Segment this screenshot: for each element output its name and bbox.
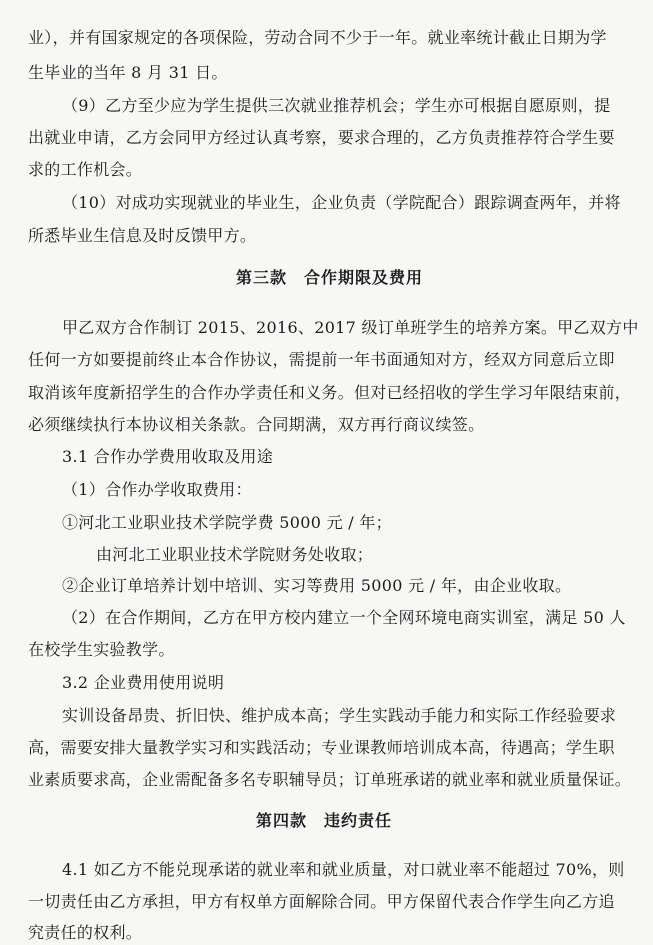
list-item-1: （1）合作办学收取费用：: [62, 480, 252, 499]
list-item-2: （2）在合作期间，乙方在甲方校内建立一个全网环境电商实训室，满足 50 人: [62, 608, 626, 627]
list-item-a: ①河北工业职业技术学院学费 5000 元 / 年；: [62, 513, 392, 532]
paragraph-line: 业），并有国家规定的各项保险，劳动合同不少于一年。就业率统计截止日期为学: [28, 28, 607, 47]
paragraph-line: 在校学生实验教学。: [28, 640, 175, 659]
clause-9-line: （9）乙方至少应为学生提供三次就业推荐机会；学生亦可根据自愿原则，提: [62, 96, 611, 115]
section-heading-4: 第四款 违约责任: [256, 811, 393, 830]
paragraph-line: 由河北工业职业技术学院财务处收取；: [96, 545, 374, 564]
paragraph-line: 业素质要求高，企业需配备多名专职辅导员；订单班承诺的就业率和就业质量保证。: [28, 770, 632, 789]
paragraph-line: 甲乙双方合作制订 2015、2016、2017 级订单班学生的培养方案。甲乙双方中: [62, 318, 639, 337]
paragraph-line: 生毕业的当年 8 月 31 日。: [28, 63, 228, 82]
paragraph-line: 取消该年度新招学生的合作办学责任和义务。但对已经招收的学生学习年限结束前，: [28, 383, 632, 402]
paragraph-line: 究责任的权利。: [28, 923, 143, 942]
paragraph-line: 求的工作机会。: [28, 160, 143, 179]
subsection-3-2: 3.2 企业费用使用说明: [62, 673, 225, 692]
list-item-b: ②企业订单培养计划中培训、实习等费用 5000 元 / 年，由企业收取。: [62, 576, 572, 595]
paragraph-line: 实训设备昂贵、折旧快、维护成本高；学生实践动手能力和实际工作经验要求: [62, 706, 617, 725]
paragraph-line: 高，需要安排大量教学实习和实践活动；专业课教师培训成本高，待遇高；学生职: [28, 738, 615, 757]
clause-4-1-line: 4.1 如乙方不能兑现承诺的就业率和就业质量，对口就业率不能超过 70%，则: [62, 860, 625, 879]
paragraph-line: 必须继续执行本协议相关条款。合同期满，双方再行商议续签。: [28, 415, 485, 434]
paragraph-line: 出就业申请，乙方会同甲方经过认真考察，要求合理的，乙方负责推荐符合学生要: [28, 128, 615, 147]
clause-10-line: （10）对成功实现就业的毕业生，企业负责（学院配合）跟踪调查两年，并将: [62, 193, 621, 212]
paragraph-line: 一切责任由乙方承担，甲方有权单方面解除合同。甲方保留代表合作学生向乙方追: [28, 892, 615, 911]
paragraph-line: 任何一方如要提前终止本合作协议，需提前一年书面通知对方，经双方同意后立即: [28, 350, 615, 369]
section-heading-3: 第三款 合作期限及费用: [236, 268, 424, 287]
subsection-3-1: 3.1 合作办学费用收取及用途: [62, 447, 274, 466]
paragraph-line: 所悉毕业生信息及时反馈甲方。: [28, 226, 257, 245]
